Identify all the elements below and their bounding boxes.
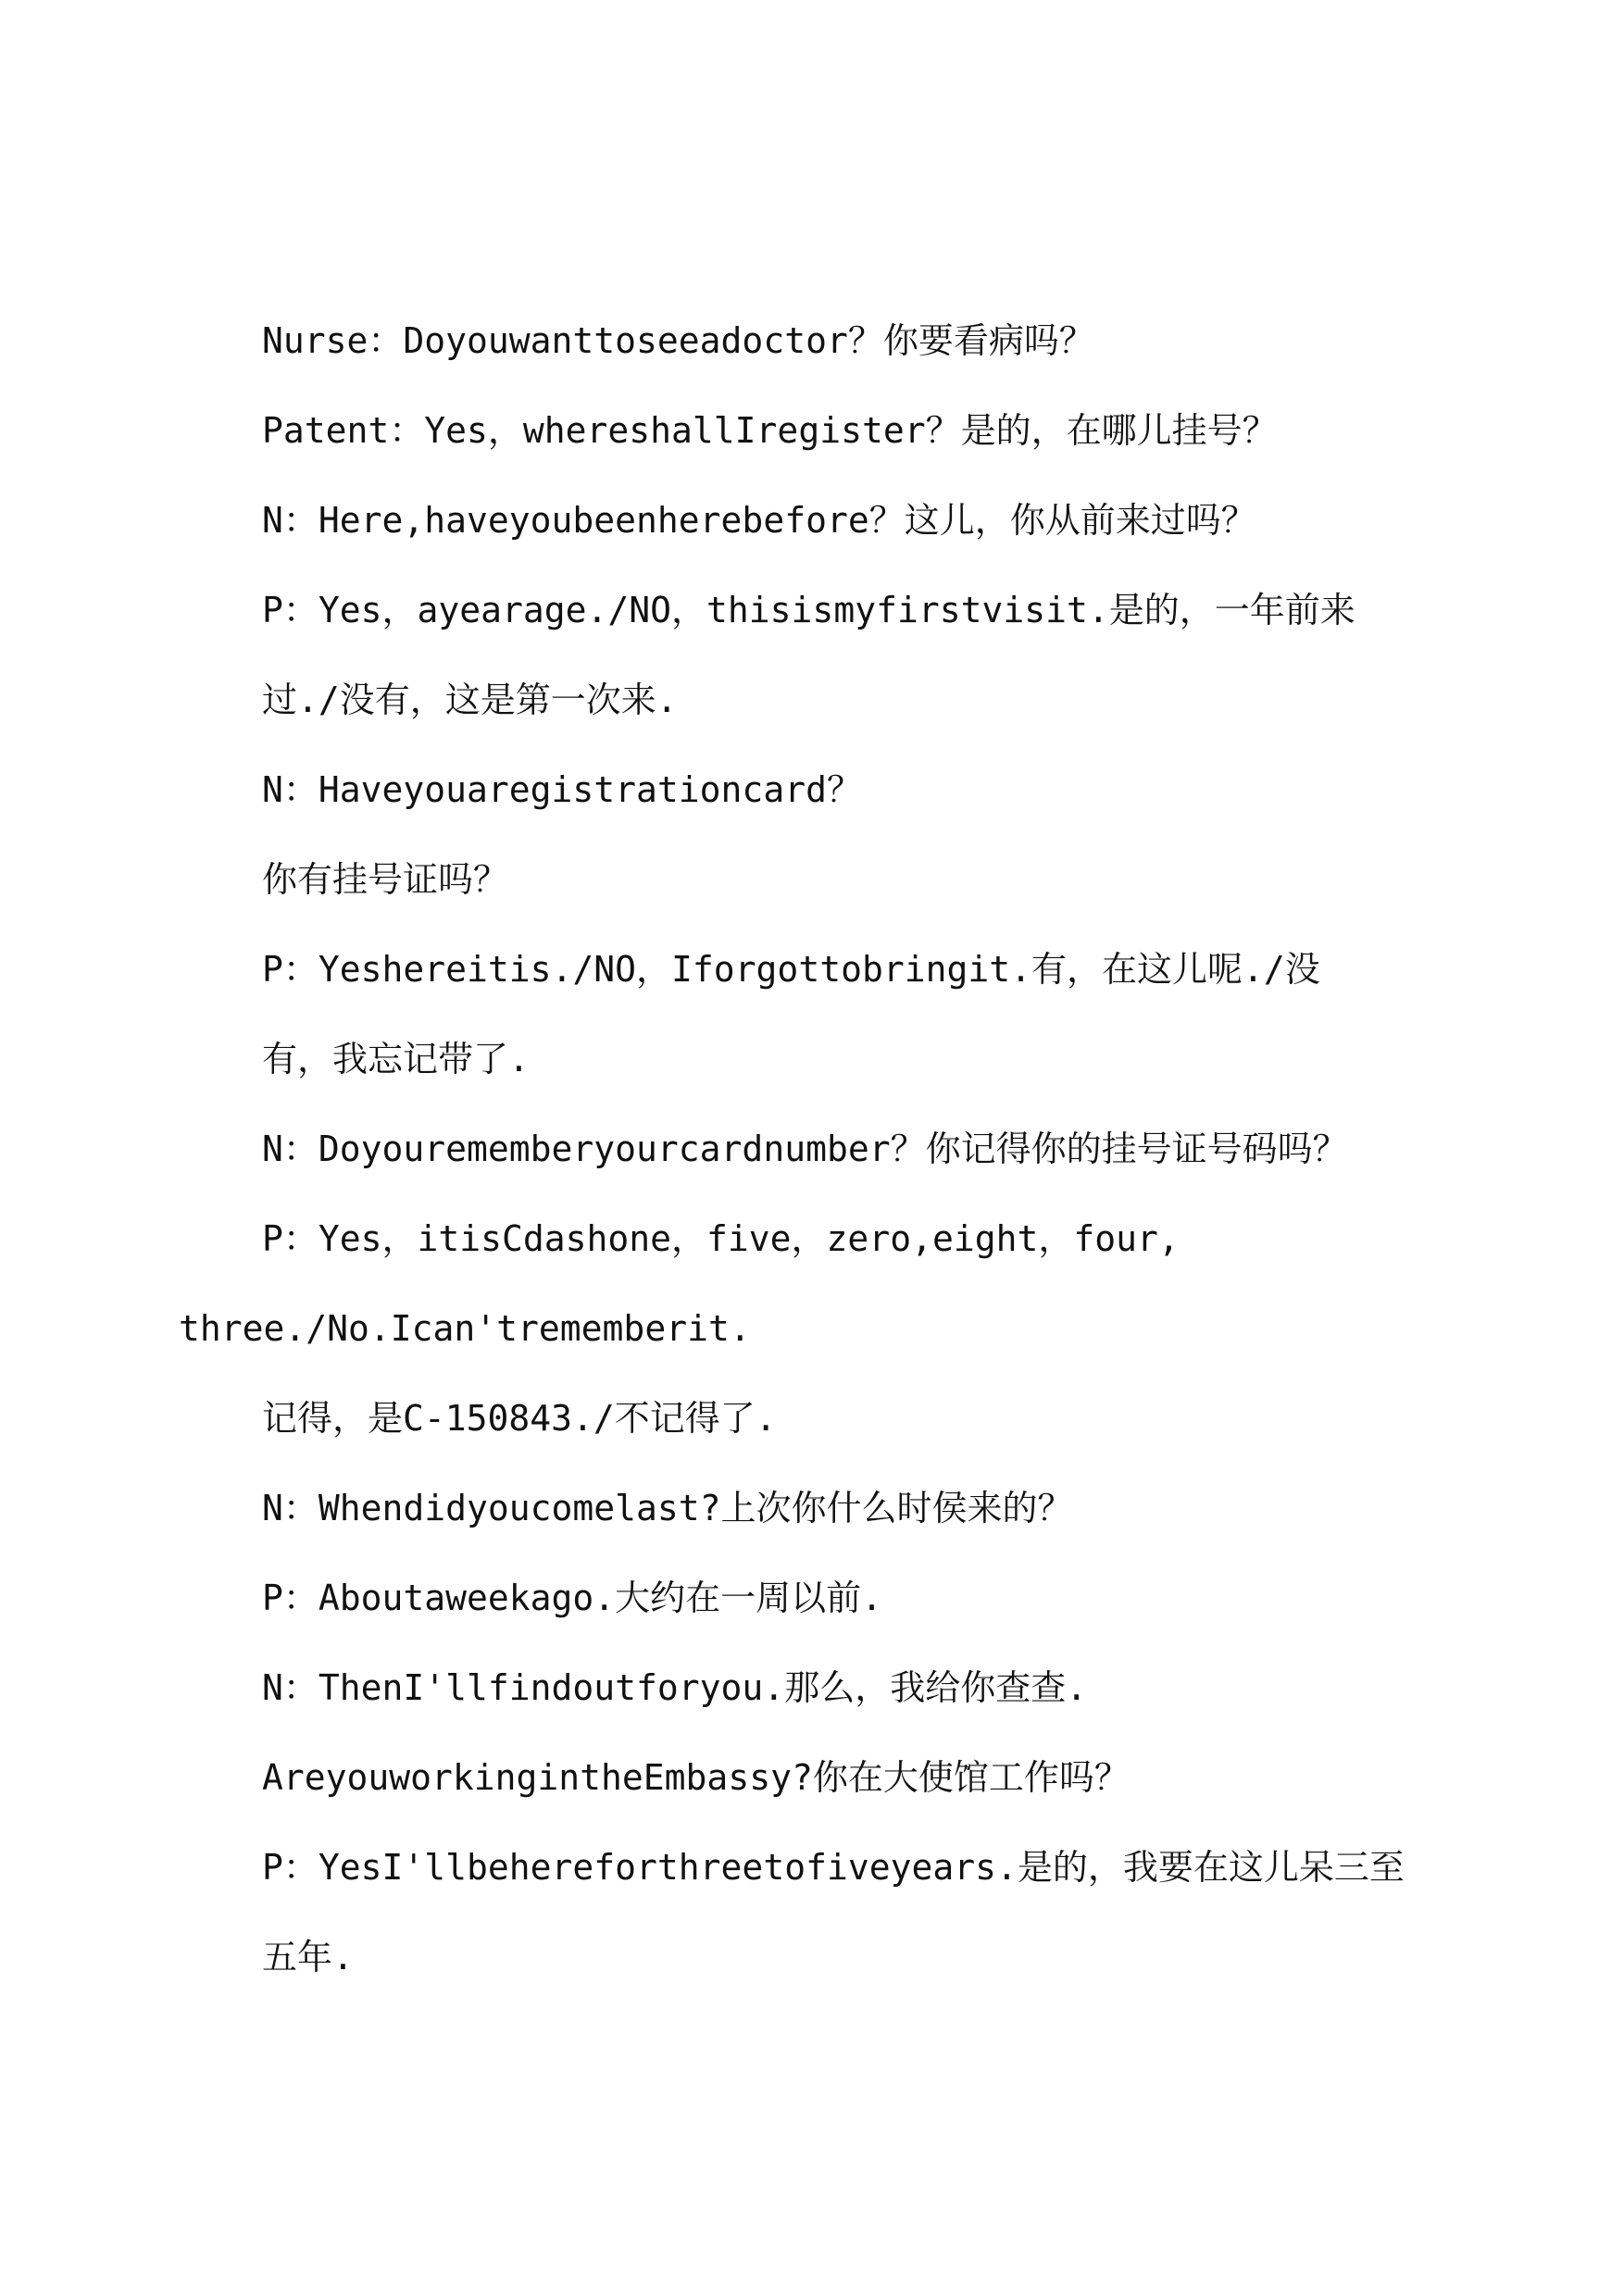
dialogue-line: three./No.Ican'trememberit. <box>179 1308 751 1349</box>
dialogue-line: 记得，是C-150843./不记得了. <box>262 1398 777 1439</box>
dialogue-line: 五年. <box>262 1937 354 1977</box>
dialogue-line: Nurse：Doyouwanttoseeadoctor？你要看病吗？ <box>262 320 1094 361</box>
dialogue-line: P：YesI'llbehereforthreetofiveyears.是的，我要在这儿呆三至 <box>262 1847 1405 1888</box>
dialogue-line: N：Here,haveyoubeenherebefore？这儿，你从前来过吗？ <box>262 500 1256 541</box>
dialogue-line: AreyouworkingintheEmbassy?你在大使馆工作吗？ <box>262 1757 1130 1798</box>
dialogue-line: 有，我忘记带了. <box>262 1039 530 1079</box>
dialogue-line: N：Haveyouaregistrationcard？ <box>262 769 862 810</box>
dialogue-line: P：Aboutaweekago.大约在一周以前. <box>262 1578 883 1618</box>
dialogue-line: N：Whendidyoucomelast?上次你什么时侯来的？ <box>262 1488 1073 1528</box>
dialogue-line: N：Doyourememberyourcardnumber？你记得你的挂号证号码吗？ <box>262 1129 1348 1169</box>
dialogue-line: N：ThenI'llfindoutforyou.那么，我给你查查. <box>262 1667 1088 1708</box>
dialogue-line: 过./没有，这是第一次来. <box>262 680 678 720</box>
dialogue-line: P：Yes，itisCdashone，five，zero,eight，four, <box>262 1218 1180 1259</box>
dialogue-line: Patent：Yes，whereshallIregister？是的，在哪儿挂号？ <box>262 410 1278 451</box>
dialogue-line: P：Yeshereitis./NO，Iforgottobringit.有，在这儿呢./没 <box>262 949 1320 990</box>
dialogue-line: 你有挂号证吗？ <box>262 859 509 900</box>
dialogue-line: P：Yes，ayearage./NO，thisismyfirstvisit.是的，一年前来 <box>262 590 1355 630</box>
